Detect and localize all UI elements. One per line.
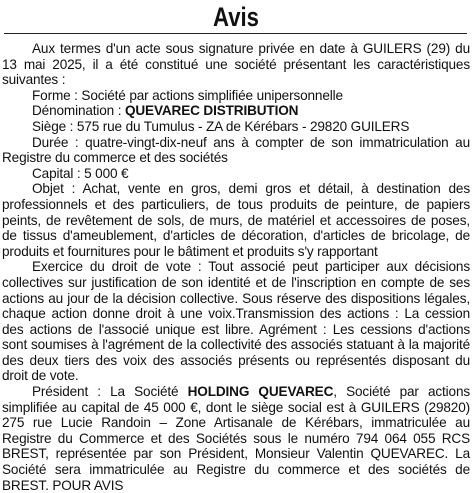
president-company: HOLDING QUEVAREC xyxy=(187,384,334,400)
notice-body xyxy=(2,41,470,493)
intro-paragraph: Aux termes d'un acte sous signature privée en date à GUILERS (29) du 13 mai 2025, il a été constitué une société présentant les caractéristiques suivantes : xyxy=(2,41,470,88)
president-prefix: Président : La Société xyxy=(32,384,188,400)
duree-line: Durée : quatre-vingt-dix-neuf ans à compter de son immatriculation au Registre du commerce et des sociétés xyxy=(2,134,470,166)
notice-title: Avis xyxy=(213,2,259,32)
vote-paragraph: Exercice du droit de vote : Tout associé peut participer aux décisions collectives sur justification de son identité et de l'inscription en compte de ses actions au jour de la décision collective. Sous réserve des dispositions légales, chaque action donne droit à une voix.Transmission des actions : La cession des actions de l'associé unique est libre. Agrément : Les cessions d'actions sont soumises à l'agrément de la collectivité des associés statuant à la majorité des deux tiers des voix des associés présents ou représentés disposant du droit de vote. xyxy=(2,259,470,384)
objet-paragraph: Objet : Achat, vente en gros, demi gros et détail, à destination des professionnels et des particuliers, de tous produits de peinture, de papiers peints, de revêtement de sols, de murs, de matériel et accessoires de poses, de tissus d'ameublement, d'articles de décoration, d'articles de bricolage, de produits et fournitures pour le bâtiment et produits s'y rapportant xyxy=(2,181,470,259)
president-details: , Société par actions simplifiée au capital de 45 000 €, dont le siège social est à GUILERS (29820) 275 rue Lucie Randoin – Zone Artisanale de Kérébars, immatriculée au Registre du Commerce et des Sociétés sous le numéro 794 064 055 RCS BREST, représentée par son Président, Monsieur Valentin QUEVAREC. La Société sera immatriculée au Registre du commerce et des sociétés de BREST. POUR AVIS xyxy=(2,384,471,493)
denomination-label: Dénomination : xyxy=(32,103,125,119)
siege-line: Siège : 575 rue du Tumulus - ZA de Kérébars - 29820 GUILERS xyxy=(32,118,410,134)
title-divider xyxy=(4,33,467,34)
capital-line: Capital : 5 000 € xyxy=(32,165,129,181)
forme-line: Forme : Société par actions simplifiée unipersonnelle xyxy=(32,87,343,103)
notice-header xyxy=(2,0,470,36)
denomination-line xyxy=(2,103,470,119)
company-name: QUEVAREC DISTRIBUTION xyxy=(124,103,299,119)
president-paragraph xyxy=(2,384,470,493)
